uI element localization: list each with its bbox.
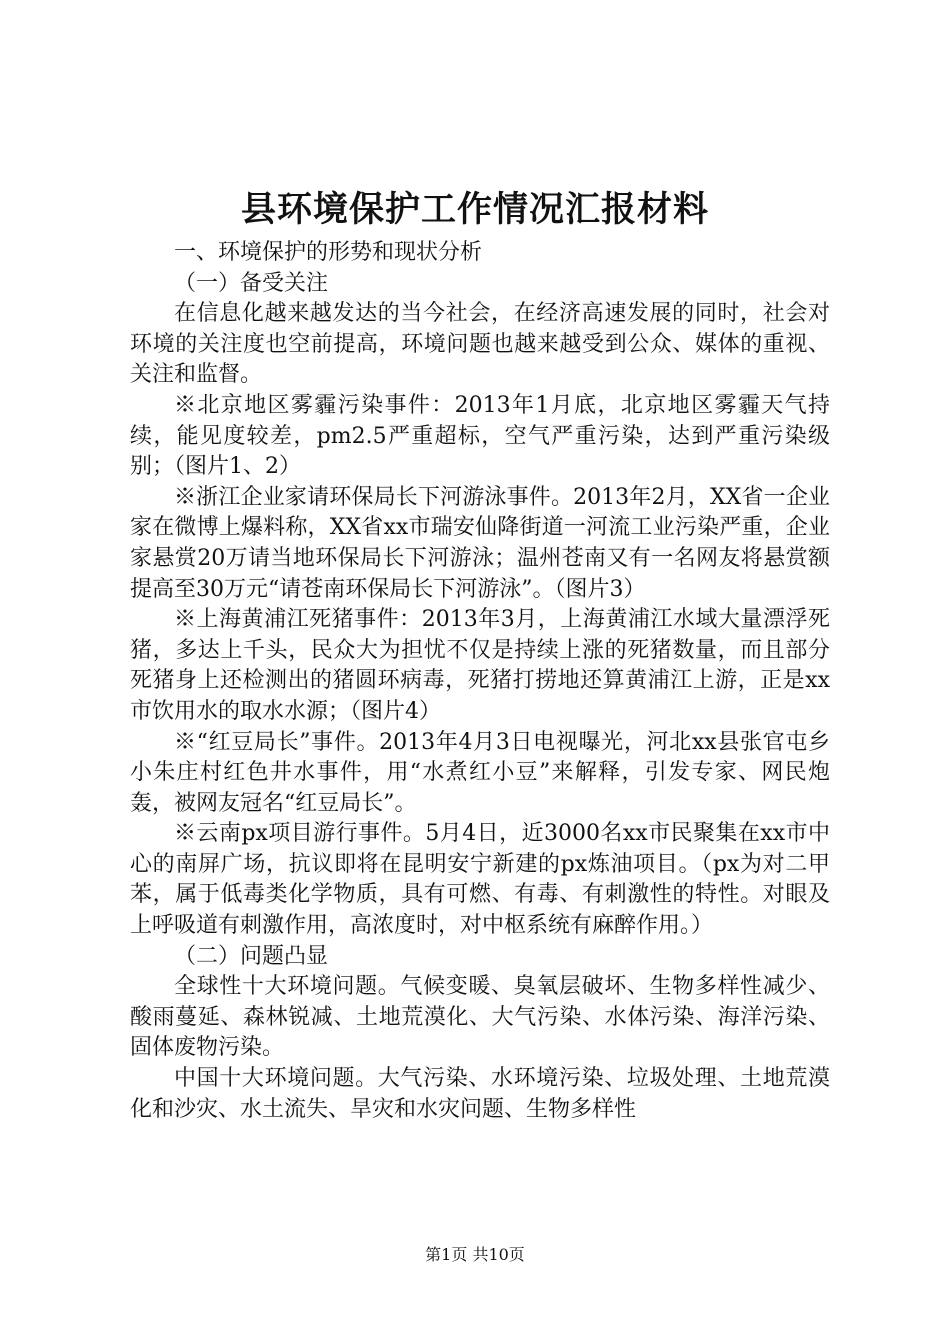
paragraph: ※云南px项目游行事件。5月4日，近3000名xx市民聚集在xx市中心的南屏广场，抗议即将在昆明安宁新建的px炼油项目。（px为对二甲苯，属于低毒类化学物质，具有可燃、有毒、有刺激性的特性。对眼及上呼吸道有刺激作用，高浓度时，对中枢系统有麻醉作用。）: [130, 821, 830, 939]
paragraph: 中国十大环境问题。大气污染、水环境污染、垃圾处理、土地荒漠化和沙灾、水土流失、旱灾和水灾问题、生物多样性: [130, 1066, 830, 1122]
page-footer: 第1页 共10页: [425, 1245, 525, 1264]
paragraph: ※上海黄浦江死猪事件：2013年3月，上海黄浦江水域大量漂浮死猪，多达上千头，民众大为担忧不仅是持续上涨的死猪数量，而且部分死猪身上还检测出的猪圆环病毒，死猪打捞地还算黄浦江上游，正是xx市饮用水的取水水源；（图片4）: [130, 607, 830, 724]
paragraph: 在信息化越来越发达的当今社会，在经济高速发展的同时，社会对环境的关注度也空前提高，环境问题也越来越受到公众、媒体的重视、关注和监督。: [130, 301, 830, 388]
document-title: 县环境保护工作情况汇报材料: [240, 189, 709, 230]
paragraph: ※浙江企业家请环保局长下河游泳事件。2013年2月，XX省一企业家在微博上爆料称，XX省xx市瑞安仙降街道一河流工业污染严重，企业家悬赏20万请当地环保局长下河游泳；温州苍南又有一名网友将悬赏额提高至30万元“请苍南环保局长下河游泳”。（图片3）: [130, 484, 830, 602]
paragraph: 全球性十大环境问题。气候变暖、臭氧层破坏、生物多样性减少、酸雨蔓延、森林锐减、土地荒漠化、大气污染、水体污染、海洋污染、固体废物污染。: [130, 974, 830, 1061]
document-body: [130, 238, 830, 1125]
subsection-heading: （二）问题凸显: [174, 943, 329, 969]
section-heading: 一、环境保护的形势和现状分析: [174, 240, 483, 265]
paragraph: ※“红豆局长”事件。2013年4月3日电视曝光，河北xx县张官屯乡小朱庄村红色井水事件，用“水煮红小豆”来解释，引发专家、网民炮轰，被网友冠名“红豆局长”。: [130, 729, 830, 816]
subsection-heading: （一）备受关注: [174, 270, 329, 296]
paragraph: ※北京地区雾霾污染事件：2013年1月底，北京地区雾霾天气持续，能见度较差，pm2.5严重超标，空气严重污染，达到严重污染级别；（图片1、2）: [130, 392, 830, 480]
